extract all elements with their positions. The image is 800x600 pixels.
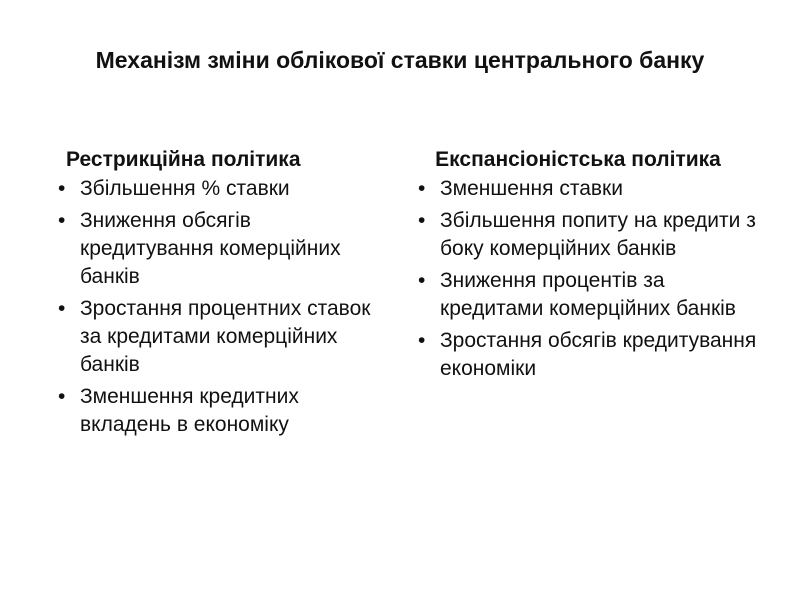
list-item bbox=[58, 295, 388, 379]
list-item bbox=[58, 207, 388, 291]
list-item-text: Зростання процентних ставок за кредитами комерційних банків bbox=[80, 297, 371, 376]
list-item-text: Зростання обсягів кредитування економіки bbox=[440, 329, 757, 380]
list-item bbox=[418, 175, 758, 203]
bullet-icon: • bbox=[58, 297, 66, 320]
list-item-text: Зниження процентів за кредитами комерційних банків bbox=[440, 269, 736, 320]
bullet-icon: • bbox=[418, 269, 426, 292]
bullet-icon: • bbox=[418, 177, 426, 200]
list-item bbox=[418, 207, 758, 263]
bullet-icon: • bbox=[58, 385, 66, 408]
restrictive-policy-list bbox=[58, 175, 388, 439]
expansionary-policy-column bbox=[418, 146, 758, 387]
restrictive-policy-column bbox=[58, 146, 388, 443]
list-item-text: Зменшення ставки bbox=[440, 177, 623, 200]
restrictive-policy-heading: Рестрикційна політика bbox=[66, 148, 301, 171]
bullet-icon: • bbox=[418, 329, 426, 352]
list-item bbox=[58, 175, 388, 203]
expansionary-policy-heading: Експансіоністська політика bbox=[435, 148, 721, 171]
list-item bbox=[418, 267, 758, 323]
list-item-text: Зниження обсягів кредитування комерційних банків bbox=[80, 209, 341, 288]
bullet-icon: • bbox=[58, 209, 66, 232]
list-item-text: Зменшення кредитних вкладень в економіку bbox=[80, 385, 299, 436]
list-item-text: Збільшення % ставки bbox=[80, 177, 290, 200]
bullet-icon: • bbox=[418, 209, 426, 232]
list-item-text: Збільшення попиту на кредити з боку комерційних банків bbox=[440, 209, 756, 260]
bullet-icon: • bbox=[58, 177, 66, 200]
list-item bbox=[418, 327, 758, 383]
slide-title: Механізм зміни облікової ставки центрального банку bbox=[95, 47, 705, 73]
list-item bbox=[58, 383, 388, 439]
expansionary-policy-list bbox=[418, 175, 758, 383]
